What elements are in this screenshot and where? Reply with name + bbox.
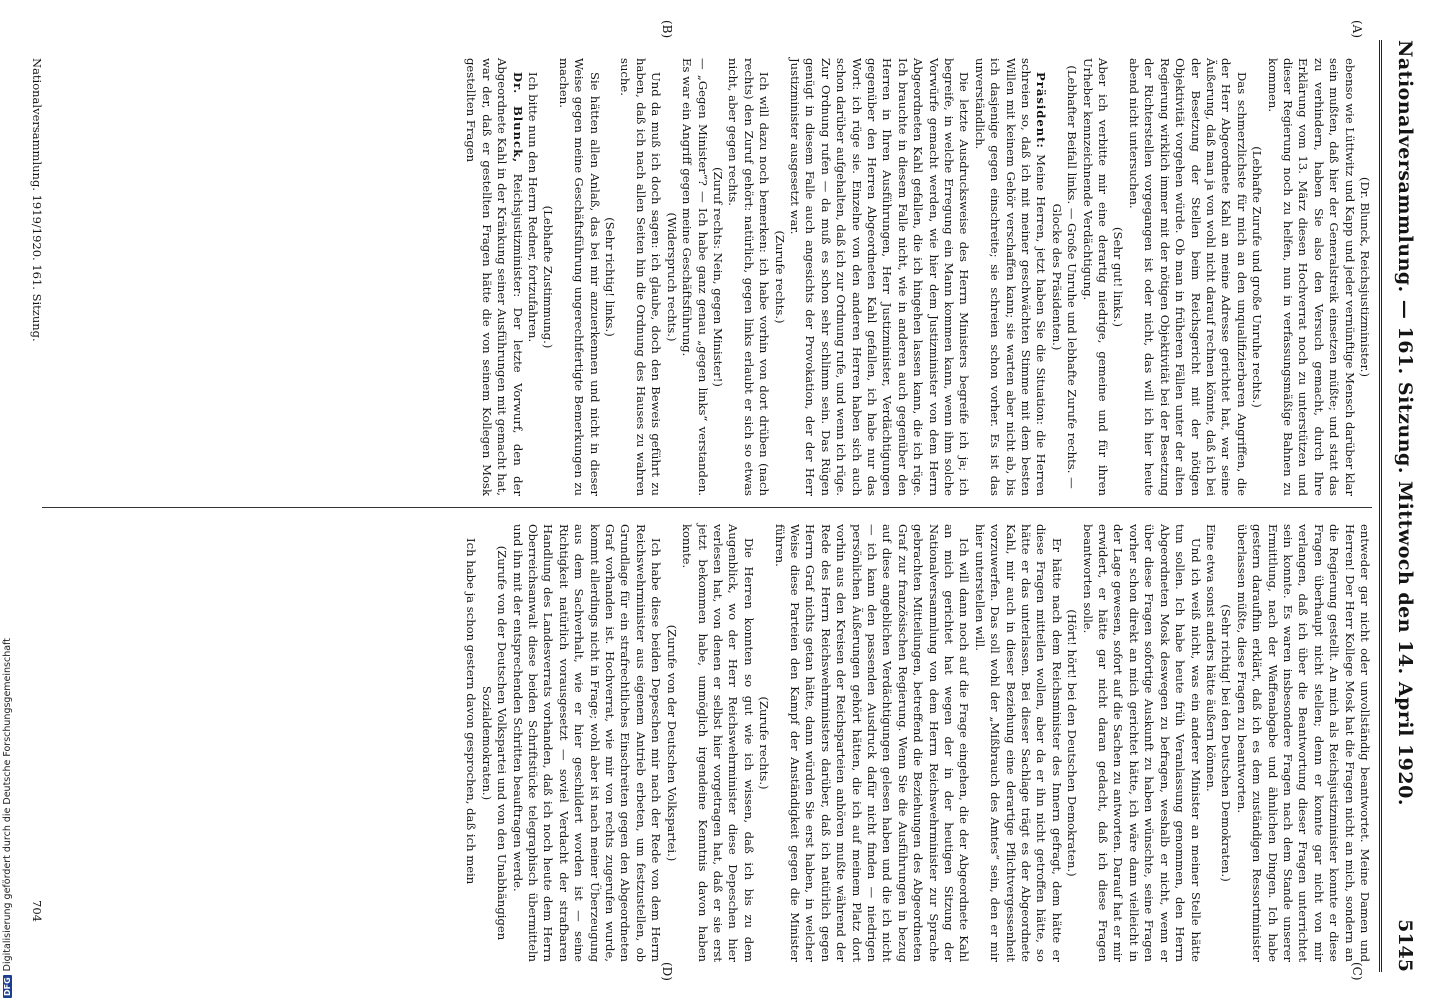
- paragraph: Präsident: Meine Herren, jetzt haben Sie die Situation: die Herren schreien so, daß ich mit meiner geschwächten Stimme mit dem besten Willen mit keinem Gehör verschaffen kann; sie warten aber nicht ab, bis ich dasjenige gegen einschreite; sie schreien schon vorher. Es ist das unverständlich.: [972, 58, 1049, 496]
- speaker-name: Präsident:: [1034, 72, 1049, 149]
- interjection: (Hört! hört! bei den Deutschen Demokraten.): [1065, 609, 1080, 877]
- paragraph: ebenso wie Lüttwitz und Kapp und jeder vernünftige Mensch darüber klar sein mußten, daß hier der Generalstreik einsetzen müßte; und statt das zu verhindern, haben Sie also den Versuch gemacht, durch Ihre Erklärung vom 13. März diesen Hochverrat noch zu unterstützen und dieser Regierung noch zu helfen, nun in verfassungsmäßige Bahnen zu kommen.: [1265, 58, 1357, 496]
- interjection: (Zurufe rechts.): [757, 696, 772, 790]
- interjection: (Zuruf rechts: Nein, gegen Minister!): [710, 167, 725, 387]
- interjection: (Zurufe von der Deutschen Volkspartei.): [664, 624, 679, 862]
- column-divider: [42, 507, 1372, 508]
- interjection: (Sehr richtig! bei den Deutschen Demokraten.): [1219, 604, 1234, 882]
- paragraph: Ich bitte nun den Herrn Redner, fortzufahren.: [526, 72, 541, 343]
- speaker-name: Dr. Blunck,: [510, 72, 525, 164]
- interjection: (Widerspruch rechts.): [664, 212, 679, 342]
- interjection: (Lebhafte Zurufe und große Unruhe rechts.): [1250, 146, 1265, 408]
- paragraph: Dr. Blunck, Reichsjustizminister: Der letzte Vorwurf, den der Abgeordnete Kahl in der Kränkung seiner Ausführungen mit gemacht hat, war der, daß er gestellten Fragen hätte die von seinem Kollegen Mosk gestellten Fragen: [464, 58, 525, 496]
- footer-session: Nationalversammlung. 1919/1920. 161. Sitzung.: [30, 58, 44, 342]
- paragraph: Aber ich verbitte mir eine derartig niedrige, gemeine und für ihren Urheber kennzeichnende Verdächtigung.: [1080, 58, 1111, 496]
- dfg-logo: DFG: [3, 977, 12, 996]
- paragraph: Und ich weiß nicht, was ein anderer Minister an meiner Stelle hätte tun sollen. Ich habe heute früh Veranlassung genommen, den Herrn Abgeordneten Mosk deswegen zu befragen, weshalb er nicht, wenn er über diese Fragen sofortige Auskunft zu haben wünschte, seine Fragen vorher schon direkt an mich gerichtet hätte, ich wäre dann vielleicht in der Lage gewesen, sofort auf die Sachen zu antworten. Darauf hat er mir erwidert, er hätte gar nicht daran gedacht, daß ich diese Fragen beantworten solle.: [1080, 524, 1203, 962]
- page-number: 5145: [1394, 919, 1416, 972]
- paragraph: Ich will dann noch auf die Frage eingehen, die der Abgeordnete Kahl an mich gerichtet hat wegen der in der heutigen Sitzung der Nationalversammlung von dem Herrn Reichswehrminister zur Sprache gebrachten Mitteilungen, betreffend die Beziehungen des Abgeordneten Graf zur französischen Regierung. Wenn Sie die Ausführungen in bezug auf diese angeblichen Verdächtigungen gelesen haben und die ich nicht — ich kann den passenden Ausdruck dafür nicht finden — niedrigen persönlichen Äußerungen gehört hätten, die ich auf meinem Platz dort vorhin aus den Kreisen der Reichsparteien anhören mußte während der Rede des Herrn Reichswehrministers darüber, daß ich natürlich gegen Herrn Graf nichts getan hätte, dann würden Sie erst haben, in welcher Weise diese Parteien den Kampf der Anständigkeit gegen die Minister führen.: [772, 524, 972, 962]
- running-title: Nationalversammlung. — 161. Sitzung. Mittwoch den 14. April 1920.: [1394, 40, 1416, 806]
- interjection: (Lebhafte Zustimmung.): [541, 205, 556, 349]
- credit-text: Digitalisierung gefördert durch die Deutsche Forschungsgemeinschaft: [2, 638, 13, 972]
- margin-mark-b: (B): [660, 20, 674, 39]
- paragraph: Eine etwa sonst anders hätte äußern können.: [1203, 524, 1218, 792]
- paragraph: — „Gegen Minister“? — Ich habe ganz genau „gegen links“ verstanden. Es war ein Angriff gegen meine Geschäftsführung.: [680, 58, 710, 496]
- interjection: (Zurufe von der Deutschen Volkspartei und von den Unabhängigen Sozialdemokraten.): [479, 545, 510, 941]
- interjection: (Sehr richtig! links.): [603, 217, 618, 337]
- page-header: [1384, 40, 1424, 972]
- footer-folio: 704: [30, 900, 44, 922]
- paragraph: Sie hätten allen Anlaß, das bei mir anzuerkennen und nicht in dieser Weise gegen meine Geschäftsführung ungerechtfertigte Bemerkungen zu machen.: [556, 58, 602, 496]
- paragraph: Er hätte nach dem Reichsminister des Innern gefragt, dem hätte er diese Fragen mitteilen wollen, aber da er ihn nicht getroffen hätte, so hätte er das unterlassen. Bei dieser Sachlage trägt es der Abgeordnete Kahl, mir auch in dieser Beziehung eine derartige Pflichtvergessenheit vorzuwerfen. Das soll wohl der „Mißbrauch des Amtes“ sein, den er mir hier unterstellen will.: [972, 524, 1064, 962]
- interjection: (Dr. Blunck, Reichsjustizminister.): [1358, 176, 1372, 378]
- paragraph: Ich will dazu noch bemerken: ich habe vorhin von dort drüben (nach rechts) den Zuruf gehört: natürlich, gegen links erlaubt er sich so etwas nicht, aber gegen rechts.: [726, 58, 772, 496]
- right-column: [463, 524, 1372, 962]
- digitization-credit: [2, 638, 13, 998]
- interjection: (Sehr gut! links.): [1111, 227, 1126, 327]
- paragraph: Ich habe ja schon gestern davon gesprochen, daß ich mein: [464, 538, 479, 885]
- left-column: [463, 58, 1372, 496]
- margin-mark-d: (D): [660, 962, 674, 981]
- paragraph: Die letzte Ausdrucksweise des Herrn Ministers begreife ich ja; ich begreife, in welche Erregung ein Mann kommen kann, wenn ihm solche Vorwürfe gemacht werden, wie hier dem Justizminister von dem Herrn Abgeordneten Kahl gefallen, die ich hingehen lassen kann, die ich rüge. Ich brauchte in diesem Falle nicht, wie in anderen auch gegenüber den Herren in Ihren Ausführungen, Herr Justizminister, Verdächtigungen gegenüber den Herren Abgeordneten Kahl gefallen, ich habe nur das Wort: ich rüge sie. Einzelne von den anderen Herren haben sich auch schon darüber aufgehalten, daß ich zur Ordnung rufe, und wenn ich rüge. Zur Ordnung rufen — da muß es schon sehr schlimm sein. Das Rügen genügt in diesem Falle auch angesichts der Provokation, der der Herr Justizminister ausgesetzt war.: [787, 58, 972, 496]
- interjection: (Lebhafter Beifall links. — Große Unruhe und lebhafte Zurufe rechts. — Glocke des Präsidenten.): [1049, 65, 1080, 489]
- interjection: (Zurufe rechts.): [772, 230, 787, 324]
- paragraph: Und da muß ich doch sagen: ich glaube, doch den Beweis geführt zu haben, daß ich nach allen Seiten hin die Ordnung des Hauses zu wahren suche.: [618, 58, 664, 496]
- paragraph: Ich habe diese beiden Depeschen mir nach der Rede von dem Herrn Reichswehrminister aus eigenem Antrieb erbeten, um festzustellen, ob Grundlage für ein strafrechtliches Einschreiten gegen den Abgeordneten Graf vorhanden ist. Hochverrat, wie mir von rechts zugerufen wurde, kommt allerdings nicht in Frage; wohl aber ist nach meiner Überzeugung aus dem Sachverhalt, wie er hier geschildert worden ist — seine Richtigkeit natürlich vorausgesetzt — soviel Verdacht der strafbaren Handlung des Landesverrats vorhanden, daß ich noch heute dem Herrn Oberreichsanwalt diese beiden Schriftstücke telegraphisch übermitteln und ihn mit der entsprechenden Schritten beauftragen werde.: [510, 524, 664, 962]
- paragraph: Die Herren konnten so gut wie ich wissen, daß ich bis zu dem Augenblick, wo der Herr Reichswehrminister diese Depeschen hier verlesen hat, von denen er selbst hier vorgetragen hat, daß er sie erst jetzt bekommen habe, unmöglich irgendeine Kenntnis davon haben konnte.: [680, 524, 756, 962]
- paragraph: Das schmerzlichste für mich an den unqualifizierbaren Angriffen, die der Herr Abgeordnete Kahl an meine Adresse gerichtet hat, war seine Äußerung, daß man ja von wohl nicht darauf rechnen könnte, daß ich bei der Besetzung der Stellen beim Reichsgericht mit der nötigen Objektivität vorgehen würde. Ob man in früheren Fällen unter der alten Regierung wirklich immer mit der nötigen Objektivität bei der Besetzung der Richterstellen vorgegangen ist oder nicht, das will ich hier heute abend nicht untersuchen.: [1126, 58, 1249, 496]
- paragraph: entweder gar nicht oder unvollständig beantwortet. Meine Damen und Herren! Der Herr Kollege Mosk hat die Fragen nicht an mich, sondern an die Regierung gestellt. An mich als Reichsjustizminister konnte er diese Fragen überhaupt nicht stellen; denn er konnte gar nicht von mir verlangen, daß ich über die Beantwortung dieser Fragen unterrichtet sein konnte. Es waren insbesondere Fragen nach dem Stande unserer Ermittlung, nach der Waffenabgabe und ähnlichen Dingen. Ich habe gestern daraufhin erklärt, daß ich es dem zuständigen Ressortminister überlassen müßte, diese Fragen zu beantworten.: [1234, 524, 1372, 962]
- header-rule: [1379, 40, 1382, 972]
- margin-mark-a: (A): [1350, 20, 1364, 39]
- margin-mark-c: (C): [1350, 962, 1364, 981]
